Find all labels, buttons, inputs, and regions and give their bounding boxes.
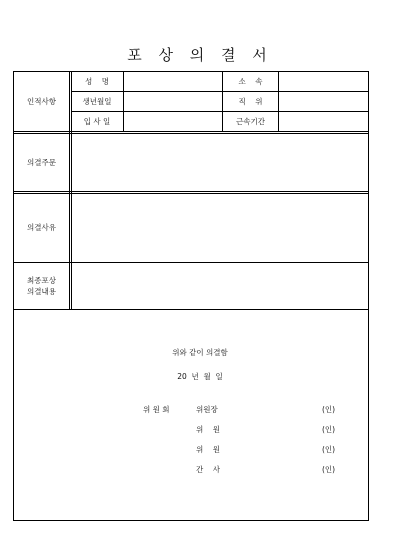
member-role: 위 원	[196, 425, 221, 434]
resolution-date: 20 년 월 일	[177, 372, 223, 381]
resolution-order-field[interactable]	[72, 134, 369, 191]
department-value[interactable]	[279, 72, 369, 91]
member-role: 위 원	[196, 445, 221, 454]
name-value[interactable]	[124, 72, 222, 91]
personal-info-label: 인적사항	[27, 97, 56, 106]
committee-label: 위 원 회	[143, 405, 170, 414]
member-seal[interactable]: (인)	[322, 465, 336, 474]
hire-date-value[interactable]	[124, 111, 222, 131]
department-label: 소 속	[238, 77, 263, 86]
resolution-order-label: 의결주문	[27, 157, 56, 167]
divider	[14, 309, 369, 310]
document-title: 포 상 의 결 서	[127, 46, 273, 64]
member-role: 위원장	[196, 405, 218, 414]
resolution-form	[13, 71, 369, 521]
member-role: 간 사	[196, 465, 221, 474]
name-label: 성 명	[84, 77, 110, 86]
tenure-value[interactable]	[279, 111, 369, 131]
divider	[14, 131, 369, 132]
member-seal[interactable]: (인)	[322, 445, 336, 454]
member-seal[interactable]: (인)	[322, 425, 336, 434]
divider	[14, 191, 369, 192]
final-award-label: 최종포상 의결내용	[27, 275, 56, 296]
birth-date-value[interactable]	[124, 91, 222, 111]
resolution-statement: 위와 같이 의결함	[172, 348, 228, 357]
tenure-label: 근속기간	[236, 116, 265, 126]
hire-date-label: 입 사 일	[83, 116, 111, 126]
birth-date-label: 생년월일	[82, 96, 112, 106]
final-award-field[interactable]	[72, 263, 369, 309]
divider	[69, 72, 70, 309]
resolution-reason-field[interactable]	[72, 194, 369, 262]
position-value[interactable]	[279, 91, 369, 111]
resolution-reason-label: 의결사유	[27, 223, 56, 232]
member-seal[interactable]: (인)	[322, 405, 336, 414]
position-label: 직 위	[238, 96, 263, 106]
